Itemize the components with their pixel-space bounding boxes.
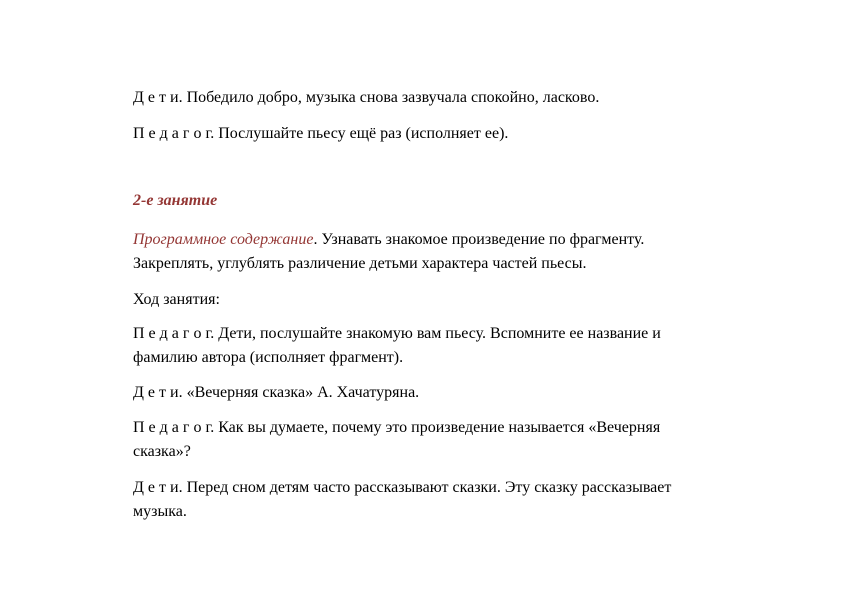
paragraph-teacher-line-3b: сказка»? xyxy=(133,443,191,460)
paragraph-teacher-line-2a: П е д а г о г. Дети, послушайте знакомую вам пьесу. Вспомните ее название и xyxy=(133,325,661,342)
paragraph-children-reply-1: Д е т и. Победило добро, музыка снова зазвучала спокойно, ласково. xyxy=(133,89,600,106)
program-content-line-1 xyxy=(133,230,644,250)
program-content-text: . Узнавать знакомое произведение по фрагменту. xyxy=(313,231,645,248)
paragraph-teacher-line-2b: фамилию автора (исполняет фрагмент). xyxy=(133,349,404,366)
paragraph-children-reply-3b: музыка. xyxy=(133,503,187,520)
paragraph-teacher-line-1: П е д а г о г. Послушайте пьесу ещё раз (исполняет ее). xyxy=(133,125,509,142)
paragraph-children-reply-2: Д е т и. «Вечерняя сказка» А. Хачатуряна. xyxy=(133,384,420,401)
paragraph-children-reply-3a: Д е т и. Перед сном детям часто рассказывают сказки. Эту сказку рассказывает xyxy=(133,479,672,496)
lesson-flow-title: Ход занятия: xyxy=(133,291,220,308)
program-content-line-2: Закреплять, углублять различение детьми характера частей пьесы. xyxy=(133,255,587,272)
program-content-label: Программное содержание xyxy=(133,231,314,248)
section-heading: 2-е занятие xyxy=(133,192,218,209)
paragraph-teacher-line-3a: П е д а г о г. Как вы думаете, почему это произведение называется «Вечерняя xyxy=(133,419,661,436)
